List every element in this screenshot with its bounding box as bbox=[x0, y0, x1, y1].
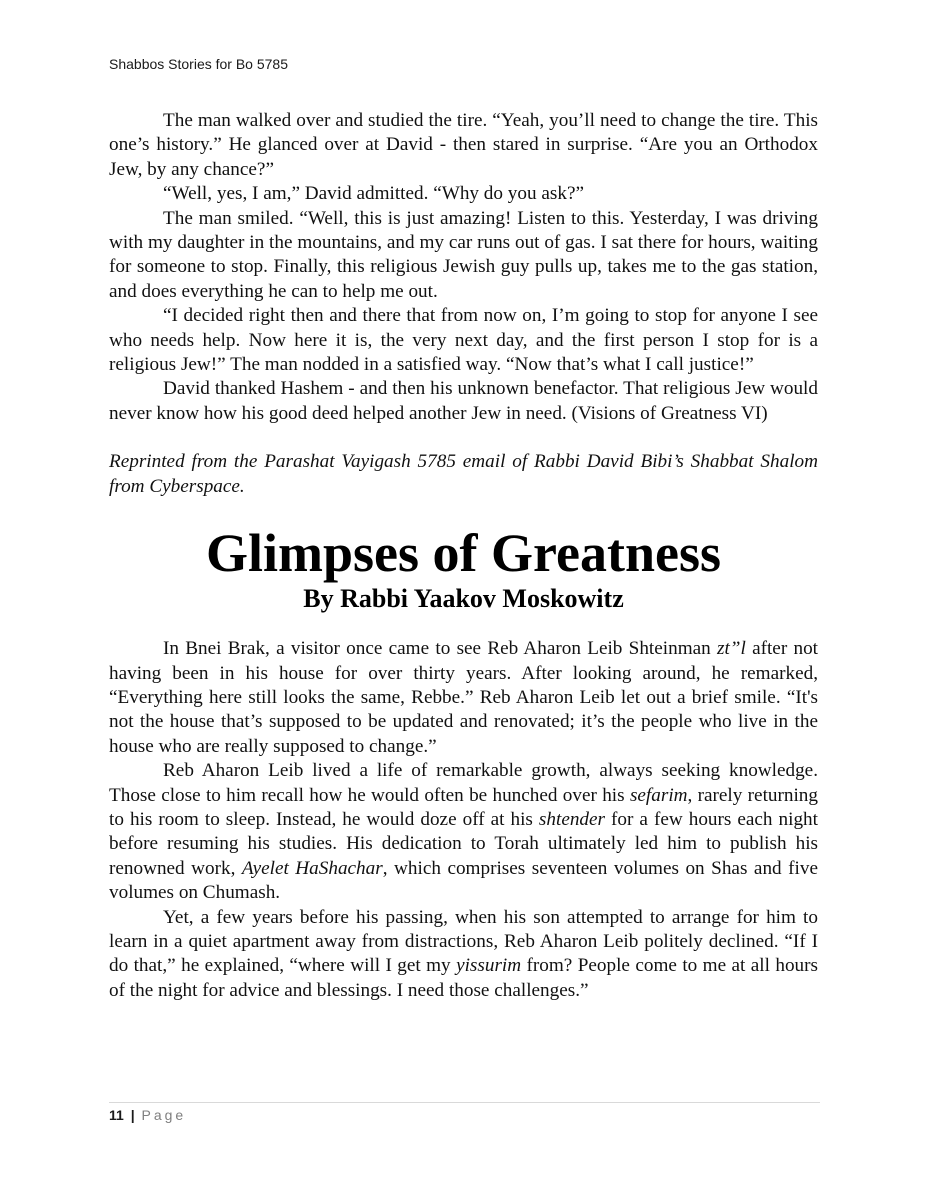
italic-term: zt”l bbox=[717, 638, 746, 660]
story1-paragraph-3: The man smiled. “Well, this is just amazing! Listen to this. Yesterday, I was driving with my daughter in the mountains, and my car runs out of gas. I sat there for hours, waiting for someone to stop. Finally, this religious Jewish guy pulls up, takes me to the gas station, and does everything he can to help me out. bbox=[109, 207, 818, 302]
story2-paragraph-1 bbox=[109, 637, 818, 759]
page-content bbox=[109, 109, 818, 1003]
text-run: , rarely returning to his room to sleep. Instead, he would doze off at his bbox=[109, 784, 818, 830]
italic-term: sefarim bbox=[629, 784, 688, 806]
story2-paragraph-3 bbox=[109, 906, 818, 1004]
story1-paragraph-2: “Well, yes, I am,” David admitted. “Why do you ask?” bbox=[163, 183, 584, 205]
italic-term: shtender bbox=[538, 808, 606, 830]
story1-paragraph-4: “I decided right then and there that from now on, I’m going to stop for anyone I see who needs help. Now here it is, the very next day, and the first person I stop for is a religious Jew!” The man nodded in a satisfied way. “Now that’s what I call justice!” bbox=[109, 305, 818, 376]
page-label: Page bbox=[141, 1107, 187, 1123]
spacer bbox=[109, 615, 818, 637]
text-run: Reb Aharon Leib lived a life of remarkable growth, always seeking knowledge. Those close to him recall how he would often be hunched over his bbox=[109, 760, 818, 806]
article-title: Glimpses of Greatness bbox=[206, 523, 721, 584]
italic-term: Ayelet HaShachar bbox=[241, 857, 383, 879]
story1-paragraph-5: David thanked Hashem - and then his unknown benefactor. That religious Jew would never know how his good deed helped another Jew in need. (Visions of Greatness VI) bbox=[109, 378, 818, 424]
running-header: Shabbos Stories for Bo 5785 bbox=[109, 56, 289, 72]
text-run: , which comprises seventeen volumes on Shas and five volumes on Chumash. bbox=[109, 857, 818, 904]
footer-divider bbox=[109, 1102, 820, 1103]
text-run: Yet, a few years before his passing, when his son attempted to arrange for him to learn in a quiet apartment away from distractions, Reb Aharon Leib politely declined. “If I do that,” he explained, “where will I get my bbox=[109, 906, 818, 977]
text-run: for a few hours each night before resuming his studies. His dedication to Torah ultimately led him to publish his renowned work, bbox=[109, 808, 818, 879]
text-run: after not having been in his house for over thirty years. After looking around, he remarked, “Everything here still looks the same, Rebbe.” Reb Aharon Leib let out a brief smile. “It's not the house that’s supposed to be updated and renovated; it’s the people who live in the house who are really supposed to change.” bbox=[109, 638, 818, 757]
spacer bbox=[109, 426, 818, 450]
footer-separator: | bbox=[130, 1107, 135, 1123]
story2-paragraph-2 bbox=[109, 759, 818, 905]
story1-paragraph-1: The man walked over and studied the tire. “Yeah, you’ll need to change the tire. This one’s history.” He glanced over at David - then stared in surprise. “Are you an Orthodox Jew, by any chance?” bbox=[109, 110, 818, 180]
text-run: In Bnei Brak, a visitor once came to see Reb Aharon Leib Shteinman bbox=[163, 638, 717, 660]
article-byline: By Rabbi Yaakov Moskowitz bbox=[303, 584, 624, 614]
text-run: from? People come to me at all hours of the night for advice and blessings. I need those challenges.” bbox=[109, 955, 818, 1001]
page-footer bbox=[109, 1107, 186, 1123]
reprint-credit: Reprinted from the Parashat Vayigash 5785 email of Rabbi David Bibi’s Shabbat Shalom from Cyberspace. bbox=[109, 451, 818, 497]
page-number: 11 bbox=[109, 1107, 124, 1123]
italic-term: yissurim bbox=[456, 955, 522, 977]
